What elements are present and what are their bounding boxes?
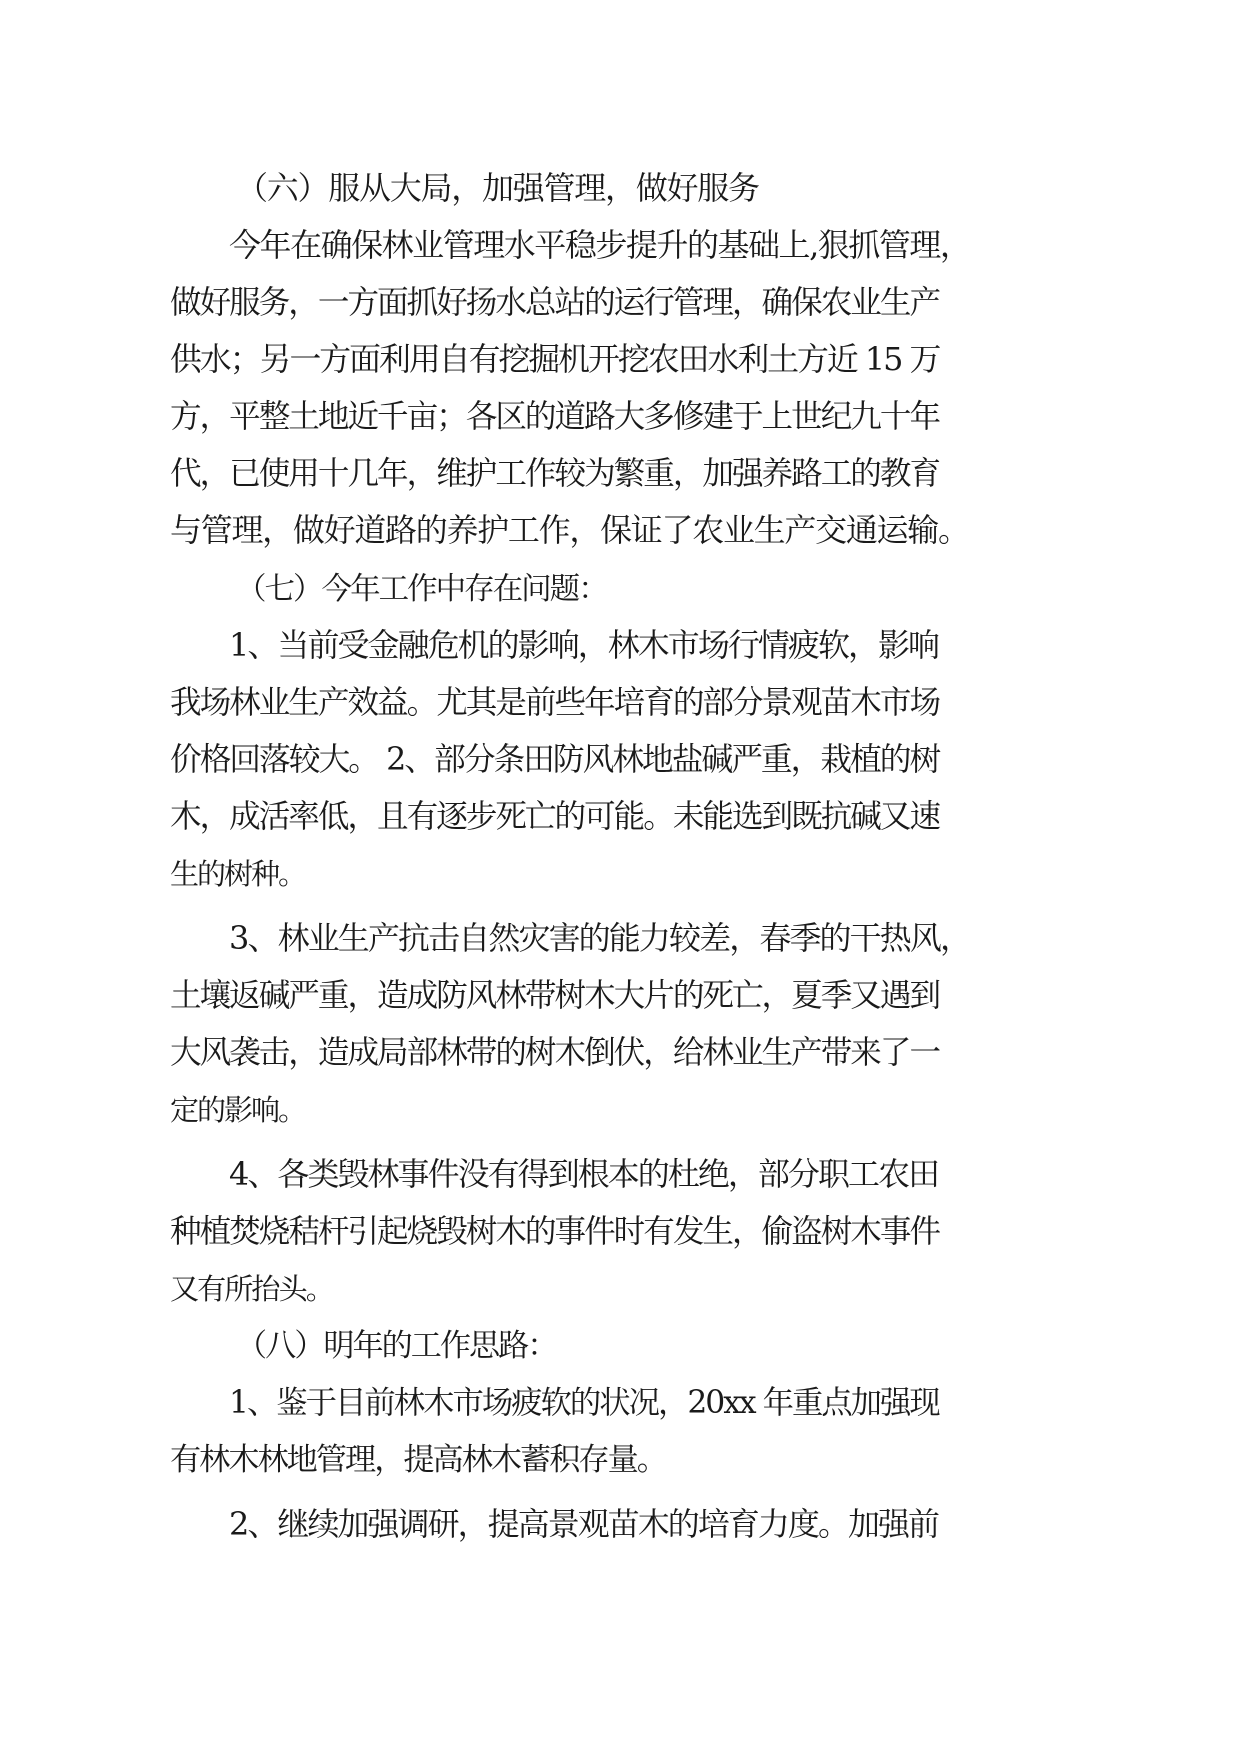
line-text: 又有所抬头。 (170, 1272, 333, 1306)
line-text: 木，成活率低，且有逐步死亡的可能。未能选到既抗碱又速 (170, 799, 940, 835)
text-line (0, 1496, 1241, 1552)
line-text: 与管理，做好道路的养护工作，保证了农业生产交通运输。 (170, 511, 969, 549)
text-line (0, 560, 1241, 616)
text-line (0, 788, 1241, 844)
text-line (0, 1260, 1241, 1316)
line-text: （八）明年的工作思路： (236, 1328, 557, 1364)
text-line (0, 967, 1241, 1023)
text-line (0, 388, 1241, 444)
line-text: （七）今年工作中存在问题： (236, 572, 607, 607)
text-line (0, 1317, 1241, 1373)
line-text: 价格回落较大。 2、部分条田防风林地盐碱严重，栽植的树 (170, 742, 940, 778)
text-line (0, 1203, 1241, 1259)
line-text: 我场林业生产效益。尤其是前些年培育的部分景观苗木市场 (170, 685, 940, 721)
text-line (0, 274, 1241, 330)
text-line (0, 445, 1241, 501)
text-line (0, 217, 1241, 273)
text-line (0, 1024, 1241, 1080)
line-text: 土壤返碱严重，造成防风林带树木大片的死亡，夏季又遇到 (170, 978, 940, 1014)
text-line (0, 160, 1241, 216)
line-text: 2、继续加强调研，提高景观苗木的培育力度。加强前 (229, 1505, 939, 1543)
text-line (0, 674, 1241, 730)
line-text: 1、当前受金融危机的影响，林木市场行情疲软，影响 (229, 626, 939, 664)
text-line (0, 1146, 1241, 1202)
line-text: 3、林业生产抗击自然灾害的能力较差，春季的干热风， (229, 919, 971, 957)
line-text: 大风袭击，造成局部林带的树木倒伏，给林业生产带来了一 (170, 1035, 940, 1071)
line-text: 定的影响。 (170, 1093, 306, 1127)
text-line (0, 910, 1241, 966)
text-line (0, 617, 1241, 673)
text-line (0, 845, 1241, 901)
line-text: 生的树种。 (170, 857, 306, 891)
line-text: 供水；另一方面利用自有挖掘机开挖农田水利土方近 15 万 (170, 340, 940, 378)
text-line (0, 331, 1241, 387)
text-line (0, 1081, 1241, 1137)
line-text: 代，已使用十几年，维护工作较为繁重，加强养路工的教育 (170, 456, 940, 492)
text-line (0, 502, 1241, 558)
text-line (0, 731, 1241, 787)
line-text: 有林木林地管理，提高林木蓄积存量。 (170, 1442, 666, 1478)
line-text: 方，平整土地近千亩；各区的道路大多修建于上世纪九十年 (170, 399, 940, 435)
line-text: 种植焚烧秸杆引起烧毁树木的事件时有发生，偷盗树木事件 (170, 1214, 940, 1250)
line-text: 1、鉴于目前林木市场疲软的状况，20xx 年重点加强现 (229, 1385, 939, 1421)
text-line (0, 1374, 1241, 1430)
line-text: 今年在确保林业管理水平稳步提升的基础上,狠抓管理， (229, 226, 971, 264)
text-line (0, 1431, 1241, 1487)
line-text: 做好服务，一方面抓好扬水总站的运行管理，确保农业生产 (170, 285, 940, 321)
line-text: 4、各类毁林事件没有得到根本的杜绝，部分职工农田 (229, 1155, 939, 1193)
line-text: （六）服从大局，加强管理，做好服务 (236, 169, 759, 207)
